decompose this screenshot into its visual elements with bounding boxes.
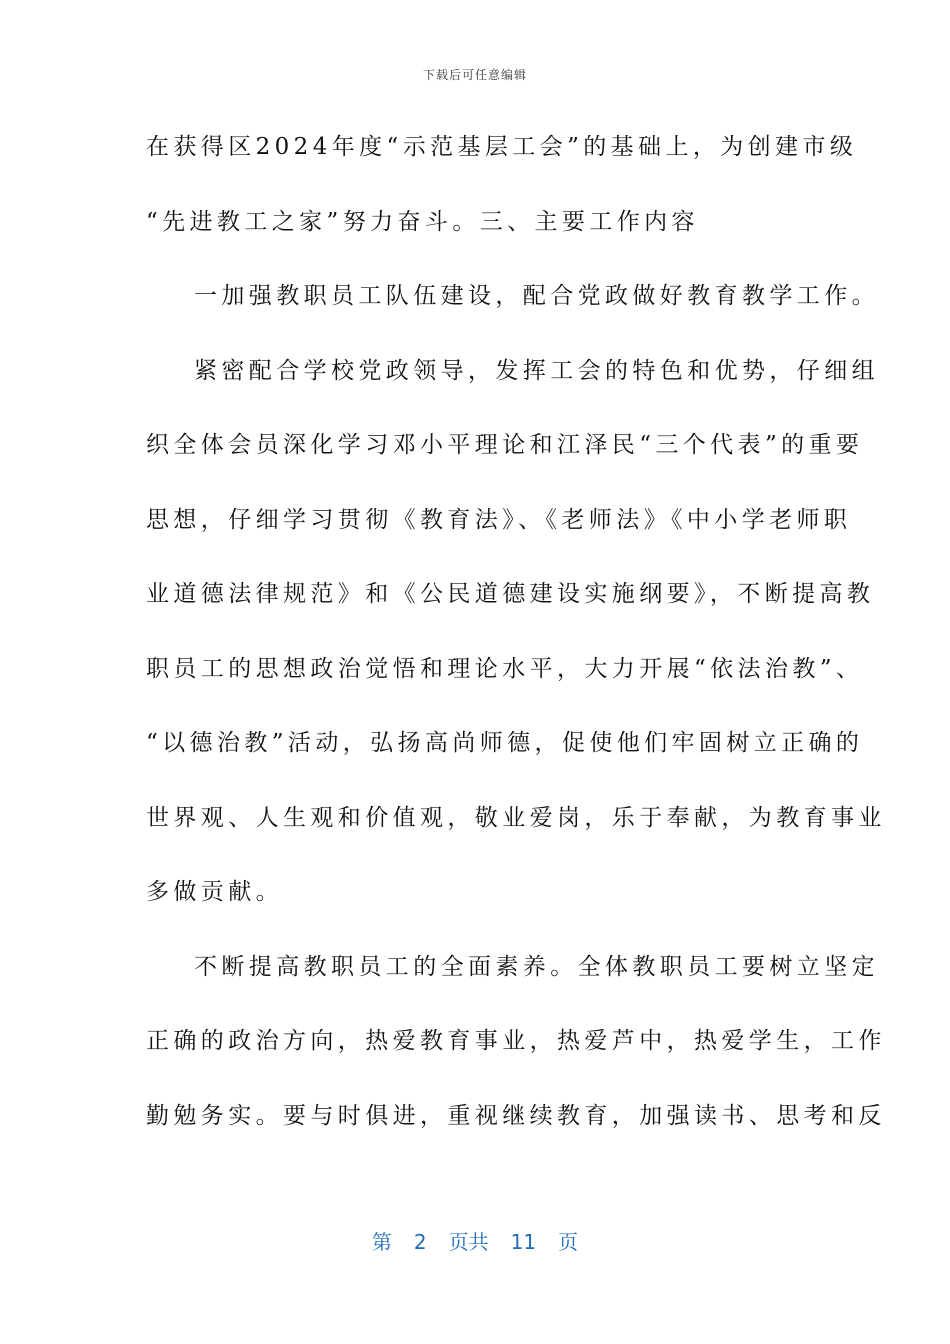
text-line: 一加强教职员工队伍建设，配合党政做好教育教学工作。: [194, 283, 879, 309]
footer-suffix: 页: [558, 1230, 579, 1254]
text-line: 职员工的思想政治觉悟和理论水平，大力开展“依法治教”、: [146, 655, 864, 682]
text-line: 世界观、人生观和价值观，敬业爱岗，乐于奉献，为教育事业: [146, 804, 886, 831]
text-line: 在获得区2024年度“示范基层工会”的基础上，为创建市级: [146, 134, 858, 160]
text-line: 织全体会员深化学习邓小平理论和江泽民“三个代表”的重要: [146, 432, 864, 458]
total-pages-number: 11: [510, 1230, 537, 1254]
text-line: 业道德法律规范》和《公民道德建设实施纲要》，不断提高教: [146, 581, 875, 607]
page-number-footer: [0, 1226, 950, 1255]
text-line: “以德治教”活动，弘扬高尚师德，促使他们牢固树立正确的: [146, 730, 864, 756]
text-line: 多做贡献。: [146, 879, 283, 905]
text-line: 不断提高教职员工的全面素养。全体教职员工要树立坚定: [194, 953, 879, 980]
footer-middle: 页共: [448, 1230, 489, 1254]
text-line: 紧密配合学校党政领导，发挥工会的特色和优势，仔细组: [194, 357, 879, 384]
text-line: 思想，仔细学习贯彻《教育法》、《老师法》《中小学老师职: [146, 506, 852, 533]
current-page-number: 2: [413, 1230, 427, 1254]
page-header-note: 下载后可任意编辑: [422, 68, 527, 82]
text-line: “先进教工之家”努力奋斗。三、主要工作内容: [146, 208, 699, 235]
text-line: 正确的政治方向，热爱教育事业，热爱芦中，热爱学生，工作: [146, 1028, 886, 1054]
footer-prefix: 第: [371, 1230, 392, 1254]
document-body: [146, 122, 886, 1165]
text-line: 勤勉务实。要与时俱进，重视继续教育，加强读书、思考和反: [146, 1102, 886, 1129]
